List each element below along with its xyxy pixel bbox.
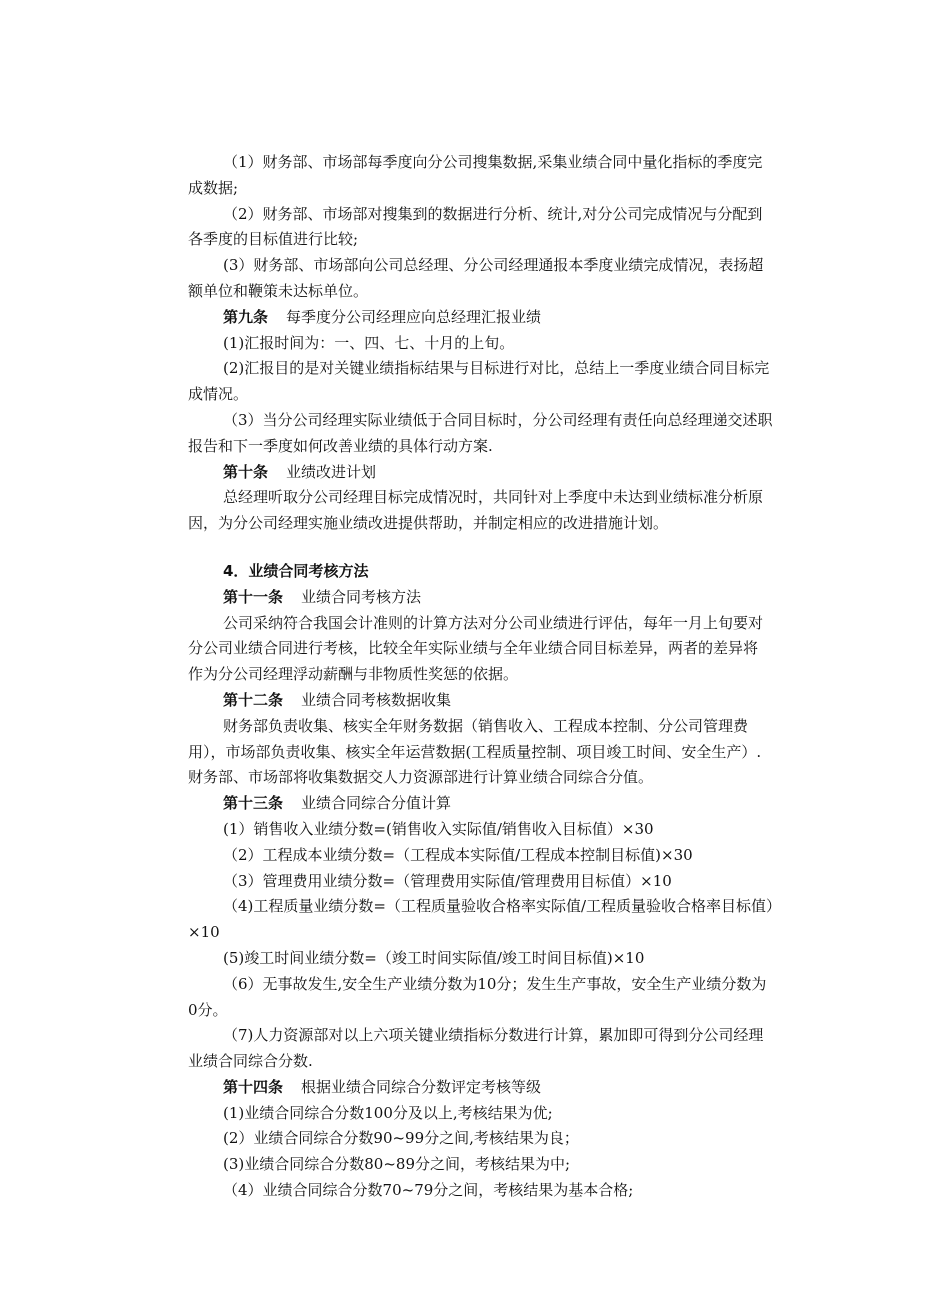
paragraph-line: （3）当分公司经理实际业绩低于合同目标时，分公司经理有责任向总经理递交述职 bbox=[223, 410, 773, 429]
section-heading: 4．业绩合同考核方法 bbox=[223, 561, 369, 580]
paragraph-line: 报告和下一季度如何改善业绩的具体行动方案. bbox=[188, 436, 493, 455]
paragraph-line: （6）无事故发生,安全生产业绩分数为10分；发生生产事故，安全生产业绩分数为 bbox=[223, 974, 767, 993]
paragraph-line: 作为分公司经理浮动薪酬与非物质性奖惩的依据。 bbox=[188, 665, 519, 684]
article-title: 业绩合同综合分值计算 bbox=[301, 794, 452, 813]
article-title: 业绩合同考核方法 bbox=[301, 587, 422, 606]
paragraph-line: 总经理听取分公司经理目标完成情况时，共同针对上季度中未达到业绩标准分析原 bbox=[223, 488, 764, 507]
grade-line: (1)业绩合同综合分数100分及以上,考核结果为优; bbox=[223, 1103, 553, 1122]
paragraph-line: (3）财务部、市场部向公司总经理、分公司经理通报本季度业绩完成情况，表扬超 bbox=[223, 256, 764, 275]
section-spacer bbox=[188, 537, 858, 559]
article-title: 根据业绩合同综合分数评定考核等级 bbox=[301, 1077, 542, 1096]
paragraph-line: 因，为分公司经理实施业绩改进提供帮助，并制定相应的改进措施计划。 bbox=[188, 514, 669, 533]
article-11-heading bbox=[188, 585, 858, 611]
article-label: 第十二条 bbox=[223, 690, 284, 709]
formula-line: ×10 bbox=[188, 923, 220, 942]
paragraph-line: (2)汇报目的是对关键业绩指标结果与目标进行对比，总结上一季度业绩合同目标完 bbox=[223, 359, 770, 378]
article-13-heading bbox=[188, 791, 858, 817]
article-9-heading bbox=[188, 305, 858, 331]
paragraph-line: 分公司业绩合同进行考核，比较全年实际业绩与全年业绩合同目标差异，两者的差异将 bbox=[188, 639, 759, 658]
article-label: 第九条 bbox=[223, 307, 269, 326]
paragraph-line: 0分。 bbox=[188, 1000, 228, 1019]
article-title: 每季度分公司经理应向总经理汇报业绩 bbox=[286, 307, 542, 326]
paragraph-line: 各季度的目标值进行比较; bbox=[188, 230, 359, 249]
article-label: 第十四条 bbox=[223, 1077, 284, 1096]
paragraph-line: 成数据; bbox=[188, 178, 239, 197]
formula-line: （2）工程成本业绩分数=（工程成本实际值/工程成本控制目标值)×30 bbox=[223, 845, 693, 864]
formula-line: (5)竣工时间业绩分数=（竣工时间实际值/竣工时间目标值)×10 bbox=[223, 948, 645, 967]
paragraph-line: 公司采纳符合我国会计准则的计算方法对分公司业绩进行评估，每年一月上旬要对 bbox=[223, 613, 764, 632]
formula-line: (1）销售收入业绩分数=(销售收入实际值/销售收入目标值）×30 bbox=[223, 819, 654, 838]
paragraph-line: 财务部、市场部将收集数据交人力资源部进行计算业绩合同综合分值。 bbox=[188, 768, 654, 787]
paragraph-line: （2）财务部、市场部对搜集到的数据进行分析、统计,对分公司完成情况与分配到 bbox=[223, 204, 763, 223]
paragraph-line: (1)汇报时间为：一、四、七、十月的上旬。 bbox=[223, 333, 515, 352]
article-label: 第十条 bbox=[223, 462, 269, 481]
paragraph-line: 成情况。 bbox=[188, 385, 249, 404]
paragraph-line: （7)人力资源部对以上六项关键业绩指标分数进行计算，累加即可得到分公司经理 bbox=[223, 1026, 764, 1045]
article-12-heading bbox=[188, 688, 858, 714]
grade-line: (2）业绩合同综合分数90~99分之间,考核结果为良； bbox=[223, 1129, 579, 1148]
paragraph-line: （1）财务部、市场部每季度向分公司搜集数据,采集业绩合同中量化指标的季度完 bbox=[223, 153, 763, 171]
grade-line: (3)业绩合同综合分数80~89分之间，考核结果为中; bbox=[223, 1155, 571, 1174]
article-10-heading bbox=[188, 460, 858, 486]
formula-line: （4)工程质量业绩分数=（工程质量验收合格率实际值/工程质量验收合格率目标值） bbox=[223, 897, 782, 916]
paragraph-line: 额单位和鞭策未达标单位。 bbox=[188, 281, 369, 300]
paragraph-line: 财务部负责收集、核实全年财务数据（销售收入、工程成本控制、分公司管理费 bbox=[223, 716, 749, 735]
formula-line: （3）管理费用业绩分数=（管理费用实际值/管理费用目标值）×10 bbox=[223, 871, 672, 890]
paragraph-line: 业绩合同综合分数. bbox=[188, 1052, 313, 1071]
article-label: 第十一条 bbox=[223, 587, 284, 606]
document-page bbox=[188, 150, 858, 1204]
article-title: 业绩合同考核数据收集 bbox=[301, 690, 452, 709]
article-label: 第十三条 bbox=[223, 794, 284, 813]
article-title: 业绩改进计划 bbox=[286, 462, 377, 481]
grade-line: （4）业绩合同综合分数70~79分之间，考核结果为基本合格; bbox=[223, 1181, 634, 1200]
article-14-heading bbox=[188, 1075, 858, 1101]
paragraph-line: 用），市场部负责收集、核实全年运营数据(工程质量控制、项目竣工时间、安全生产）. bbox=[188, 742, 762, 761]
